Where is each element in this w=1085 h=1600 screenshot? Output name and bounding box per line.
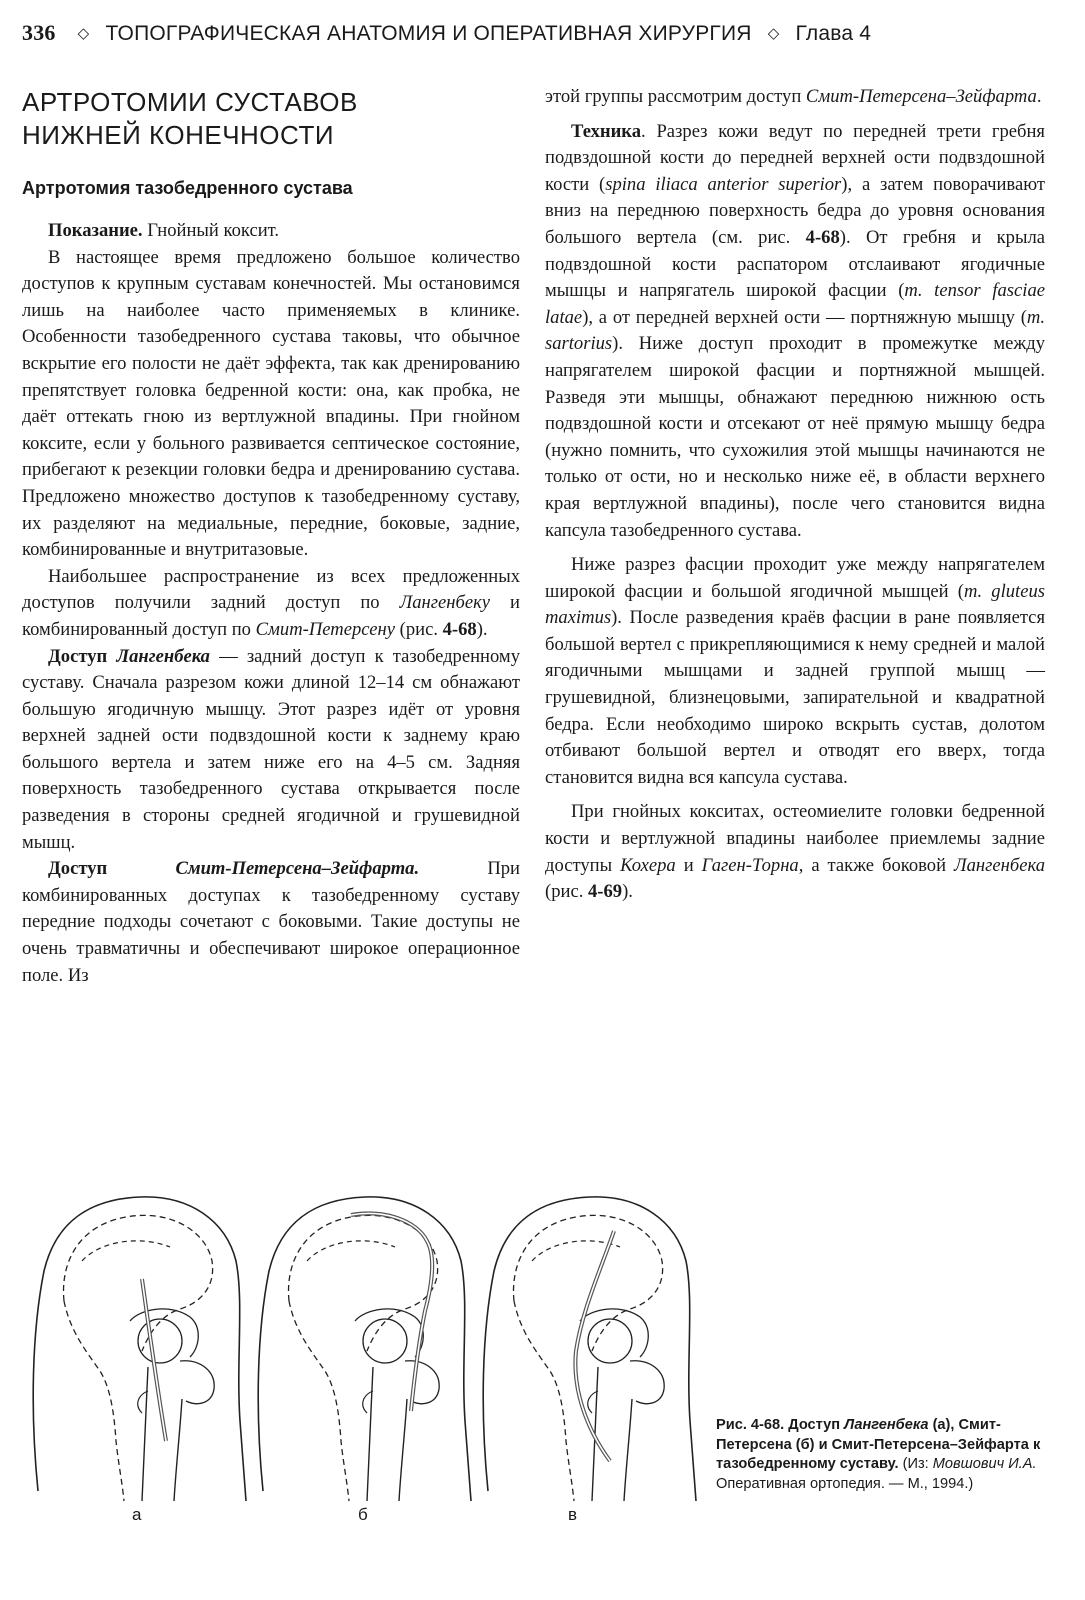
section-title-line1: АРТРОТОМИИ СУСТАВОВ [22, 87, 358, 117]
italic-name: Лангенбеку [399, 592, 491, 614]
running-header [22, 20, 1062, 60]
lead-term: Техника [571, 120, 642, 142]
figure-label-b: б [358, 1505, 368, 1524]
text-run: (рис. [394, 618, 443, 640]
caption-italic: Мовшович И.А. [932, 1456, 1037, 1473]
hip-access-illustration [20, 1185, 700, 1505]
right-column [545, 84, 1045, 906]
figure-reference: 4-69 [588, 881, 623, 903]
lead-term-italic: Смит-Петерсена–Зейфарта. [175, 858, 420, 880]
italic-name: Лангенбека [954, 854, 1045, 876]
text-run: ). После разведения краёв фасции в ране появляется большой вертел с прикрепляющимися к нему средней и малой ягодичными мышцами и задней группой мышц — грушевидной, близнецовыми, запирательной и квадратной бедра. Если необходимо широко вскрыть сустав, долотом отбивают большой вертел и отводят его вверх, тогда становится видна вся капсула сустава. [545, 607, 1045, 788]
text-run: Наибольшее распространение из всех предложенных доступов получили задний доступ по [22, 565, 520, 614]
italic-name: Смит-Петерсену [255, 618, 395, 640]
caption-text: (Из: [898, 1456, 933, 1473]
book-title: ТОПОГРАФИЧЕСКАЯ АНАТОМИЯ И ОПЕРАТИВНАЯ ХИРУРГИЯ [105, 22, 752, 45]
text-run: и [675, 854, 702, 876]
text-run: Гнойный коксит. [142, 220, 280, 241]
lead-term-italic: Лангенбека [116, 645, 210, 667]
paragraph-indication [22, 218, 520, 245]
latin-term: spina iliaca anterior superior [605, 173, 842, 195]
caption-italic: Лангенбека [844, 1417, 929, 1433]
text-run: ), а затем поворачивают вниз на переднюю поверхность бедра до уровня основания большого вертела (см. рис. [545, 173, 1045, 248]
diamond-separator-icon: ◇ [767, 25, 780, 42]
text-run: ). Ниже доступ проходит в промежутке между напрягателем широкой фасции и портняжной мышцей. Разведя эти мышцы, обнажают переднюю нижнюю ость подвздошной кости и отсекают от неё прямую мышцу бедра (нужно помнить, что сухожилия этой мышцы начинаются не только от ости, но и несколько ниже её, в области верхнего края вертлужной впадины), после чего становится видна капсула тазобедренного сустава. [545, 333, 1045, 541]
latin-term: m. sartorius [545, 306, 1045, 355]
text-run: При гнойных кокситах, остеомиелите головки бедренной кости и вертлужной впадины наиболее приемлемы задние доступы [545, 801, 1045, 876]
paragraph [545, 552, 1045, 791]
text-run: и комбинированный доступ по [22, 592, 520, 640]
caption-number: Рис. 4-68. [716, 1417, 785, 1433]
italic-name: Кохера [620, 854, 676, 876]
figure-reference: 4-68 [805, 226, 840, 248]
text-run: , а также боковой [798, 854, 955, 876]
caption-text: (а), Смит-Петерсена (б) и Смит-Петерсена–Зейфарта к тазобедренному суставу. [716, 1417, 1041, 1473]
text-run: Ниже разрез фасции проходит уже между напрягателем широкой фасции и большой ягодичной мышцей ( [545, 554, 1045, 602]
text-run: ). От гребня и крыла подвздошной кости распатором отслаивают ягодичные мышцы и напрягатель широкой фасции ( [545, 226, 1045, 302]
text-run: ). [476, 618, 488, 640]
paragraph [22, 856, 520, 989]
text-run: — задний доступ к тазобедренному суставу. Сначала разрезом кожи длиной 12–14 см обнажают большую ягодичную мышцу. Этот разрез идёт от уровня верхней задней ости подвздошной кости к заднему краю большого вертела и затем ниже его на 4–5 см. Задняя поверхность тазобедренного сустава открывается после разведения в стороны средней ягодичной и грушевидной мышц. [22, 645, 520, 853]
figure-4-68 [20, 1185, 700, 1530]
paragraph [22, 644, 520, 857]
caption-text: Доступ [784, 1417, 845, 1433]
paragraph [545, 84, 1045, 111]
lead-term: Показание. [48, 220, 143, 241]
italic-name: Гаген-Торна [701, 854, 799, 876]
text-run: . Разрез кожи ведут по передней трети гребня подвздошной кости до передней верхней ости подвздошной кости ( [545, 120, 1045, 195]
paragraph [545, 799, 1045, 905]
section-title [22, 86, 520, 152]
latin-term: m. gluteus maximus [545, 580, 1046, 629]
figure-reference: 4-68 [442, 618, 477, 640]
text-run: ). [622, 881, 633, 903]
subsection-title: Артротомия тазобедренного сустава [22, 178, 353, 198]
italic-name: Смит-Петерсена–Зейфарта [805, 86, 1037, 107]
paragraph [22, 564, 520, 644]
text-run: . [1036, 86, 1042, 107]
caption-text: Оперативная ортопедия. — М., 1994.) [716, 1475, 974, 1492]
text-run: этой группы рассмотрим доступ [545, 86, 806, 107]
figure-label-c: в [568, 1505, 578, 1524]
page-number: 336 [22, 20, 56, 45]
paragraph: В настоящее время предложено большое количество доступов к крупным суставам конечностей. Мы остановимся лишь на наиболее часто применяемых в клинике. Особенности тазобедренного сустава таковы, что обычное вскрытие его полости не даёт эффекта, так как дренированию препятствует головка бедренной кости: она, как пробка, не даёт оттекать гною из вертлужной впадины. При гнойном коксите, если у больного развивается септическое состояние, прибегают к резекции головки бедра и дренированию сустава. Предложено множество доступов к тазобедренному суставу, их разделяют на медиальные, передние, боковые, задние, комбинированные и внутритазовые. [22, 246, 520, 561]
latin-term: m. tensor fasciae latae [545, 280, 1045, 328]
figure-caption [716, 1416, 1048, 1494]
text-run: При комбинированных доступах к тазобедренному суставу передние подходы сочетают с боковыми. Такие доступы не очень травматичны и обеспечивают широкое операционное поле. Из [22, 858, 521, 986]
figure-label-a: а [132, 1505, 142, 1524]
diamond-separator-icon: ◇ [77, 25, 90, 42]
text-run: (рис. [545, 881, 588, 903]
lead-term: Доступ [48, 858, 176, 880]
chapter-label: Глава 4 [795, 22, 872, 45]
paragraph-technique [545, 119, 1045, 545]
lead-term: Доступ [48, 645, 117, 667]
text-run: ), а от передней верхней ости — портняжную мышцу ( [582, 306, 1027, 328]
left-column [22, 84, 520, 989]
section-title-line2: НИЖНЕЙ КОНЕЧНОСТИ [22, 120, 335, 150]
